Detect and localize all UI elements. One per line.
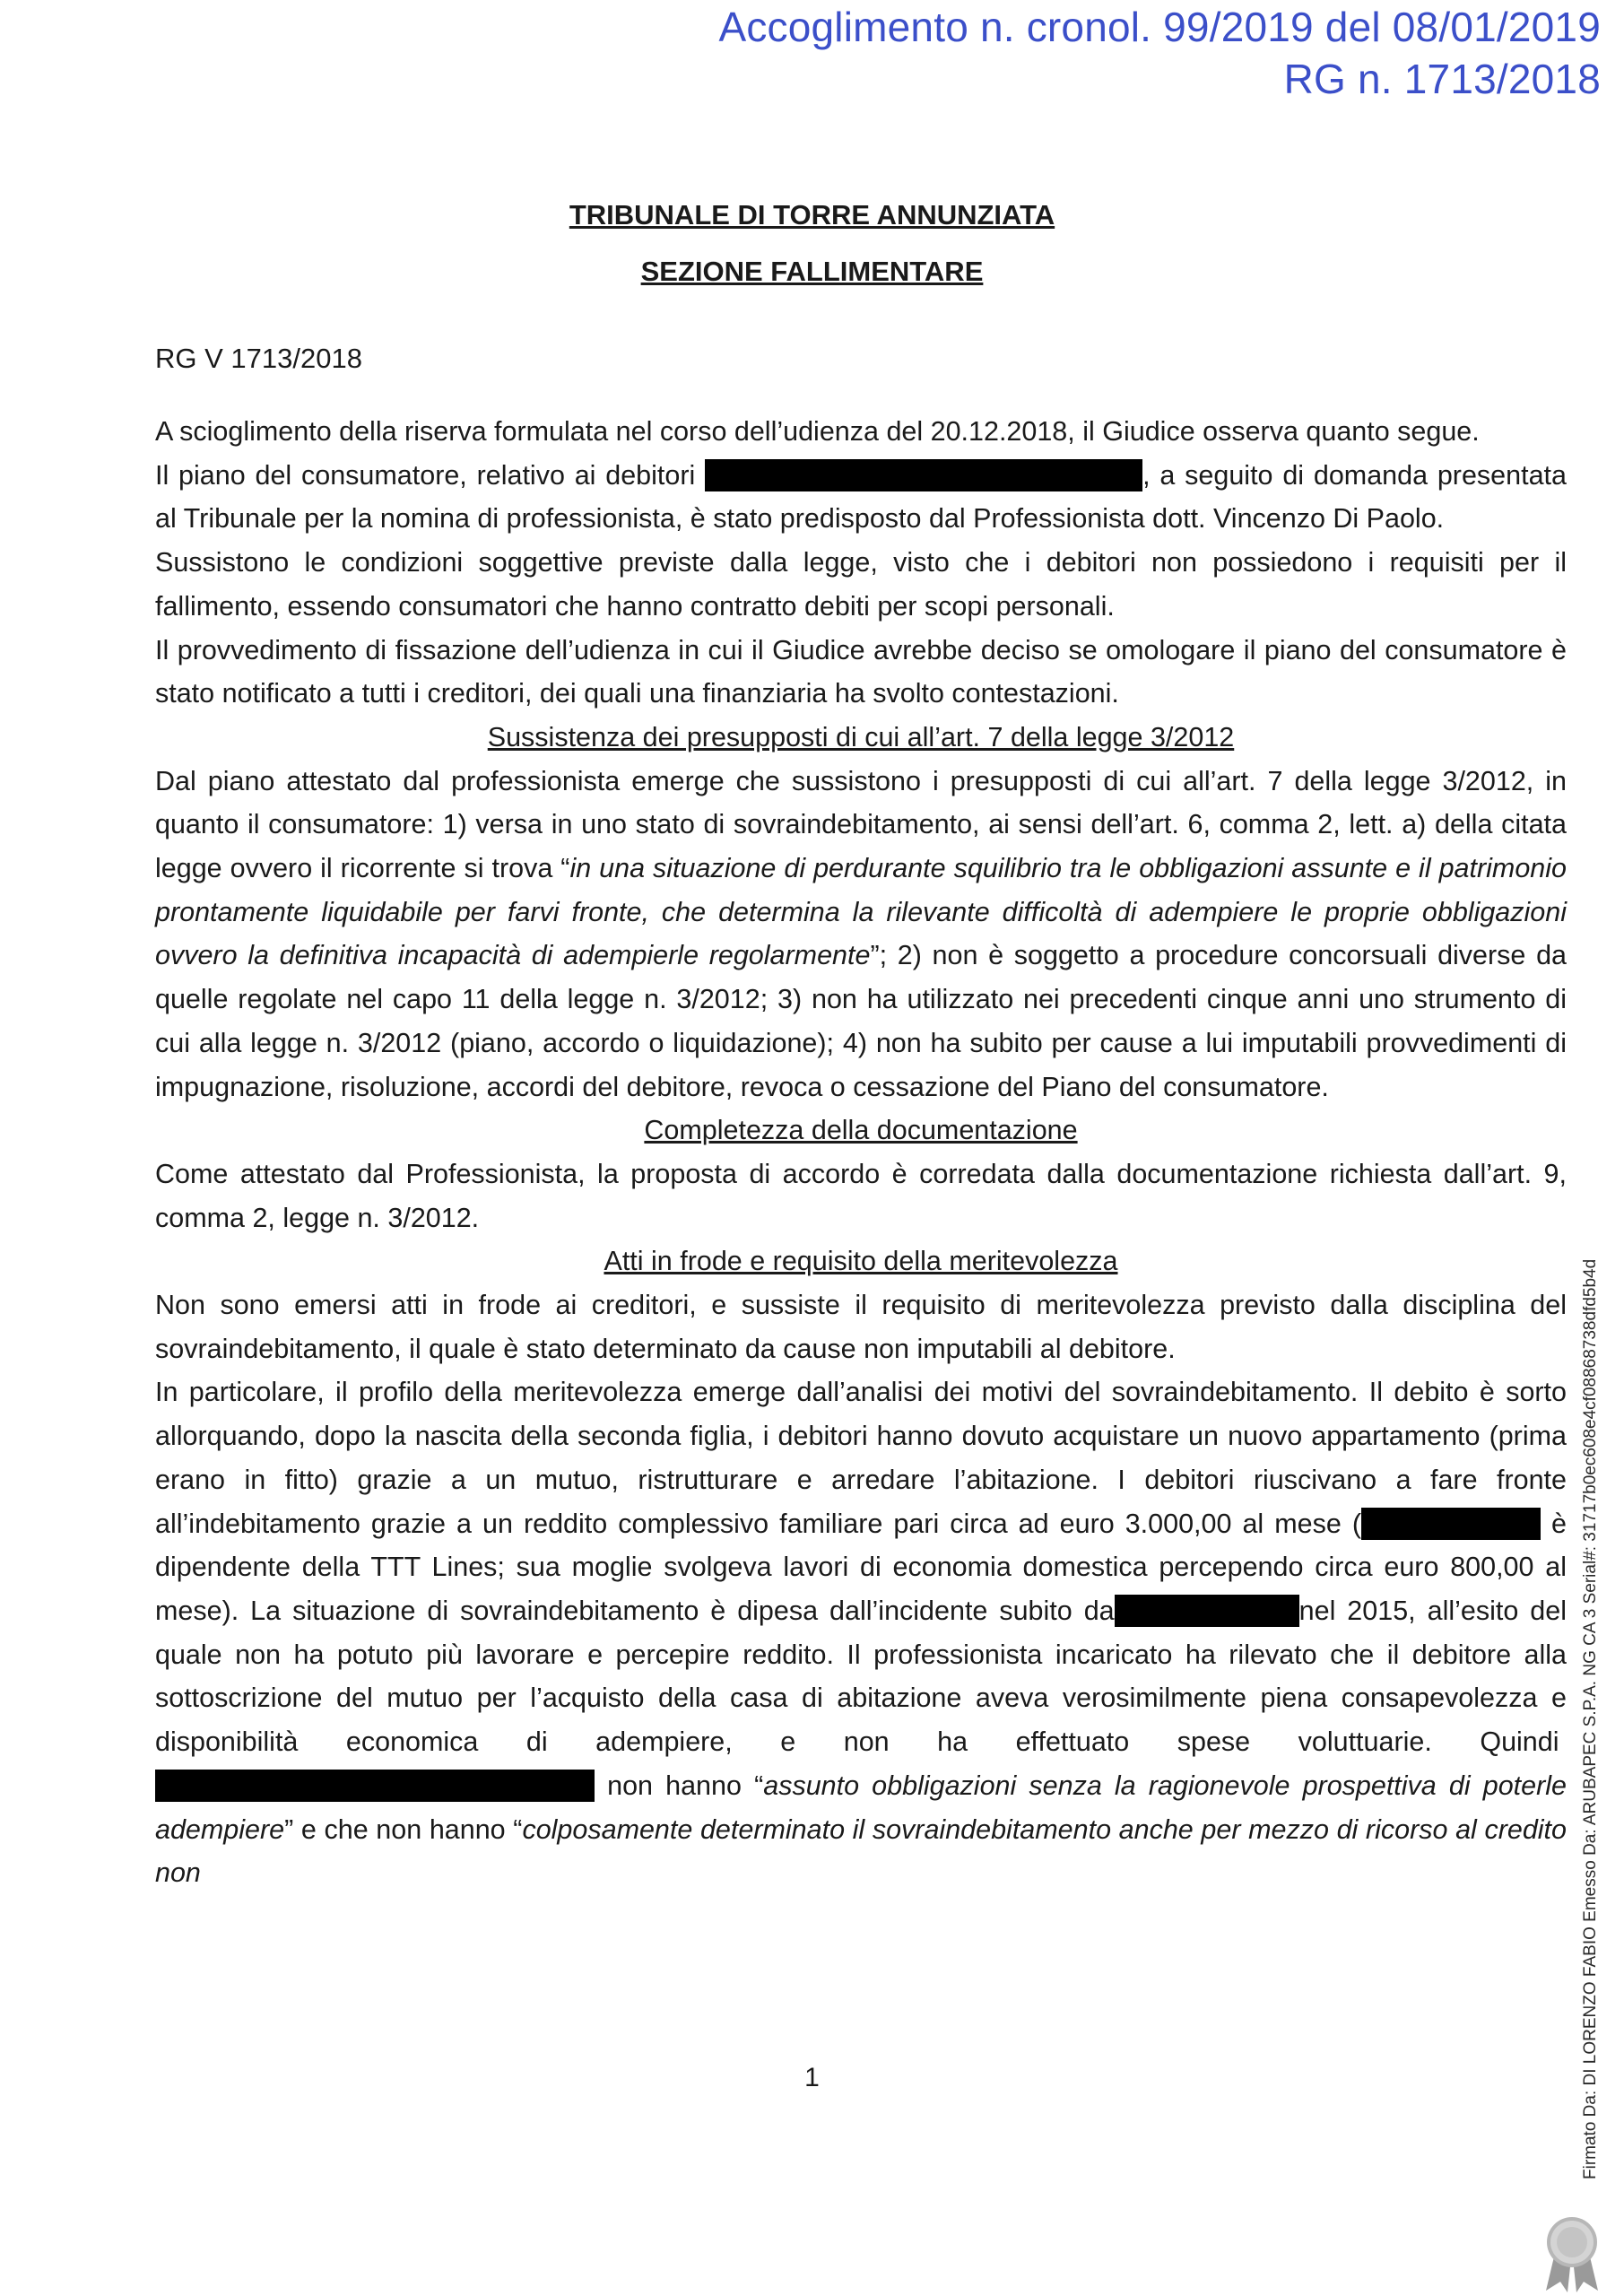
paragraph: Non sono emersi atti in frode ai creditori, e sussiste il requisito di meritevolezza previsto dalla disciplina del sovraindebitamento, il quale è stato determinato da cause non imputabili al debitore. bbox=[155, 1290, 1567, 1364]
text-run: non hanno “ bbox=[607, 1770, 764, 1801]
quoted-text: assunto obbligazioni senza la ragionevole prospettiva di poterle adempiere bbox=[155, 1770, 1568, 1845]
seal-icon bbox=[1539, 2213, 1605, 2292]
paragraph bbox=[155, 454, 1567, 541]
section-heading: Completezza della documentazione bbox=[644, 1115, 1078, 1146]
court-title: TRIBUNALE DI TORRE ANNUNZIATA bbox=[569, 199, 1055, 230]
paragraph bbox=[155, 760, 1567, 1109]
quoted-text: in una situazione di perdurante squilibrio tra le obbligazioni assunte e il patrimonio prontamente liquidabile per farvi fronte, che determina la rilevante difficoltà di adempiere le proprie obbligazioni ovvero la definitiva incapacità di adempierle regolarmente bbox=[155, 853, 1567, 971]
quoted-text: colposamente determinato il sovraindebitamento anche per mezzo di ricorso al credito non bbox=[155, 1813, 1567, 1889]
text-run: ”; 2) non è soggetto a procedure concorsuali diverse da quelle regolate nel capo 11 della legge n. 3/2012; 3) non ha utilizzato nei precedenti cinque anni uno strumento di cui alla legge n. 3/2012 (piano, accordo o liquidazione); 4) non ha subito per cause a lui imputabili provvedimenti di impugnazione, risoluzione, accordi del debitore, revoca o cessazione del Piano del consumatore. bbox=[155, 940, 1567, 1102]
digital-signature-text: Firmato Da: DI LORENZO FABIO Emesso Da: ARUBAPEC S.P.A. NG CA 3 Serial#: 31717b0ec608e4cf08868738dfd5b4d bbox=[1581, 1258, 1600, 2179]
redaction-bar bbox=[1115, 1595, 1299, 1627]
section-heading: Sussistenza dei presupposti di cui all’art. 7 della legge 3/2012 bbox=[487, 721, 1235, 752]
chronological-stamp: Accoglimento n. cronol. 99/2019 del 08/01/2019 bbox=[718, 4, 1601, 50]
text-run: In particolare, il profilo della meritevolezza emerge dall’analisi dei motivi del sovraindebitamento. Il debito è sorto allorquando, dopo la nascita della seconda figlia, i debitori hanno dovuto acquistare un nuovo appartamento (prima erano in fitto) grazie a un mutuo, ristrutturare e arredare l’abitazione. I debitori riuscivano a fare fronte all’indebitamento grazie a un reddito complessivo familiare pari circa ad euro 3.000,00 al mese ( bbox=[155, 1377, 1567, 1539]
paragraph: Sussistono le condizioni soggettive previste dalla legge, visto che i debitori non possiedono i requisiti per il fallimento, essendo consumatori che hanno contratto debiti per scopi personali. bbox=[155, 547, 1567, 622]
text-run: Il piano del consumatore, relativo ai debitori bbox=[155, 459, 696, 491]
page-number: 1 bbox=[804, 2063, 820, 2092]
rg-stamp: RG n. 1713/2018 bbox=[1283, 56, 1601, 102]
section-heading: Atti in frode e requisito della meritevolezza bbox=[604, 1246, 1118, 1277]
document-body bbox=[155, 410, 1567, 1895]
paragraph bbox=[155, 1370, 1567, 1894]
text-run: ” e che non hanno “ bbox=[284, 1813, 523, 1845]
paragraph: A scioglimento della riserva formulata nel corso dell’udienza del 20.12.2018, il Giudice osserva quanto segue. bbox=[155, 416, 1480, 447]
text-run: è dipendente della TTT Lines; sua moglie svolgeva lavori di economia domestica percependo circa euro 800,00 al mese). La situazione di sovraindebitamento è dipesa dall’incidente subito da bbox=[155, 1508, 1567, 1626]
paragraph: Come attestato dal Professionista, la proposta di accordo è corredata dalla documentazione richiesta dall’art. 9, comma 2, legge n. 3/2012. bbox=[155, 1158, 1567, 1233]
text-run: Dal piano attestato dal professionista emerge che sussistono i presupposti di cui all’art. 7 della legge 3/2012, in quanto il consumatore: 1) versa in uno stato di sovraindebitamento, ai sensi dell’art. 6, comma 2, lett. a) della citata legge ovvero il ricorrente si trova “ bbox=[155, 765, 1567, 884]
redaction-bar bbox=[705, 459, 1142, 491]
redaction-bar bbox=[1361, 1508, 1541, 1540]
rg-number: RG V 1713/2018 bbox=[155, 343, 362, 374]
redaction-bar bbox=[155, 1770, 595, 1802]
paragraph: Il provvedimento di fissazione dell’udienza in cui il Giudice avrebbe deciso se omologare il piano del consumatore è stato notificato a tutti i creditori, dei quali una finanziaria ha svolto contestazioni. bbox=[155, 634, 1567, 709]
text-run: nel 2015, all’esito del quale non ha potuto più lavorare e percepire reddito. Il professionista incaricato ha rilevato che il debitore alla sottoscrizione del mutuo per l’acquisto della casa di abitazione aveva verosimilmente piena consapevolezza e disponibilità economica di adempiere, e non ha effettuato spese voluttuarie. Quindi bbox=[155, 1595, 1567, 1758]
section-title: SEZIONE FALLIMENTARE bbox=[640, 256, 984, 287]
text-run: , a seguito di domanda presentata al Tribunale per la nomina di professionista, è stato predisposto dal Professionista dott. Vincenzo Di Paolo. bbox=[155, 459, 1567, 535]
